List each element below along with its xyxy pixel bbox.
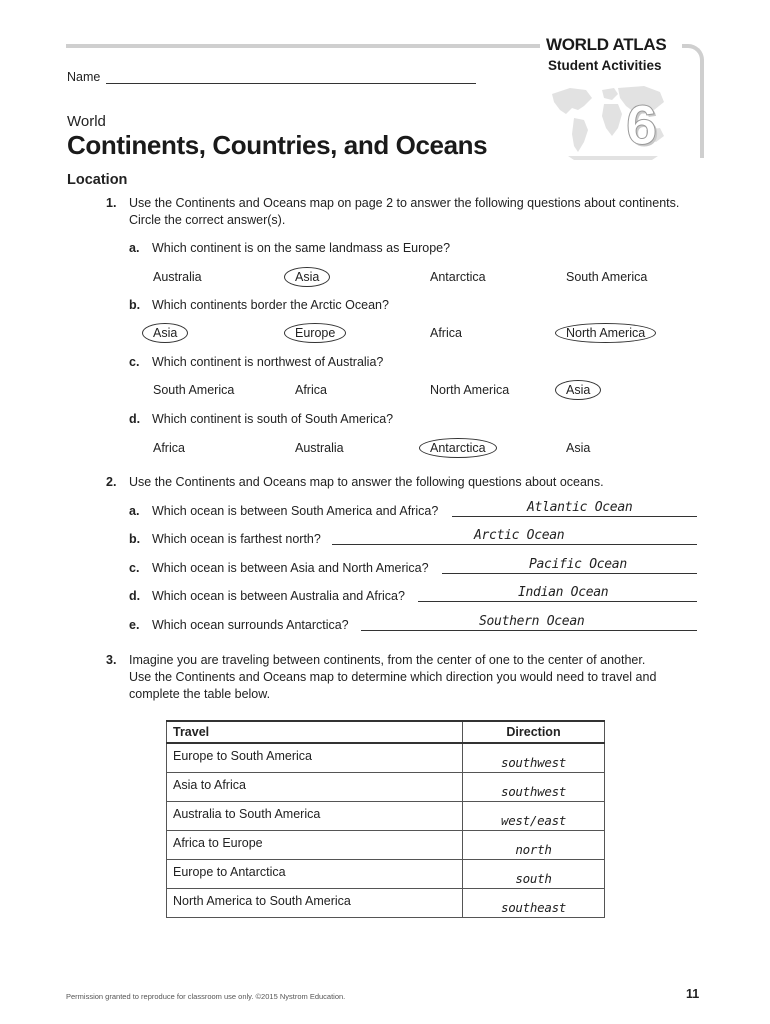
q1b-option-north-america-circled[interactable]: North America <box>555 323 656 343</box>
permission-notice: Permission granted to reproduce for classroom use only. ©2015 Nystrom Education. <box>66 992 346 1001</box>
q1b-option-africa[interactable]: Africa <box>430 326 462 340</box>
q1b-question: Which continents border the Arctic Ocean? <box>152 298 389 312</box>
q2a-question: Which ocean is between South America and Africa? <box>152 504 439 518</box>
q3-number: 3. <box>106 653 117 667</box>
table-row <box>167 830 605 859</box>
atlas-title: WORLD ATLAS <box>546 35 667 54</box>
travel-cell: Europe to Antarctica <box>167 859 463 888</box>
header-direction: Direction <box>463 721 605 743</box>
q1a-option-south-america[interactable]: South America <box>566 270 648 284</box>
q1c-option-asia-circled[interactable]: Asia <box>555 380 601 400</box>
unit-number: 6 <box>626 93 658 156</box>
q1c-question: Which continent is northwest of Australia? <box>152 355 384 369</box>
q3-text-line3: complete the table below. <box>129 687 271 701</box>
q1d-option-australia[interactable]: Australia <box>295 441 344 455</box>
q2e-question: Which ocean surrounds Antarctica? <box>152 618 349 632</box>
header-bracket <box>682 44 704 158</box>
q1c-letter: c. <box>129 355 140 369</box>
q2b-answer: Arctic Ocean <box>474 528 565 543</box>
q2-number: 2. <box>106 475 117 489</box>
table-row <box>167 801 605 830</box>
q1a-option-asia-circled[interactable]: Asia <box>284 267 330 287</box>
table-header-row <box>167 721 605 743</box>
q1c-option-north-america[interactable]: North America <box>430 383 510 397</box>
q2a-answer-line[interactable] <box>452 516 697 517</box>
q2d-answer: Indian Ocean <box>518 585 609 600</box>
q1b-option-europe-circled[interactable]: Europe <box>284 323 346 343</box>
q1b-letter: b. <box>129 298 141 312</box>
q2b-question: Which ocean is farthest north? <box>152 532 321 546</box>
q2a-letter: a. <box>129 504 140 518</box>
q2b-letter: b. <box>129 532 141 546</box>
direction-cell[interactable]: southwest <box>463 772 605 801</box>
q1a-option-antarctica[interactable]: Antarctica <box>430 270 486 284</box>
q1c-option-africa[interactable]: Africa <box>295 383 327 397</box>
travel-direction-table <box>166 720 605 918</box>
q2e-answer: Southern Ocean <box>479 614 585 629</box>
q1-text-line1: Use the Continents and Oceans map on page 2 to answer the following questions about continents. <box>129 196 680 210</box>
name-field-line[interactable] <box>106 83 476 84</box>
page-title: Continents, Countries, and Oceans <box>67 130 488 160</box>
q2c-answer: Pacific Ocean <box>529 557 627 572</box>
q1c-option-south-america[interactable]: South America <box>153 383 235 397</box>
table-row <box>167 859 605 888</box>
world-label: World <box>67 113 106 130</box>
travel-cell: Europe to South America <box>167 743 463 772</box>
q1d-option-antarctica-circled[interactable]: Antarctica <box>419 438 497 458</box>
page-number: 11 <box>686 987 700 1001</box>
direction-cell[interactable]: southeast <box>463 888 605 917</box>
q1a-letter: a. <box>129 241 140 255</box>
travel-cell: Asia to Africa <box>167 772 463 801</box>
q2e-letter: e. <box>129 618 140 632</box>
q1d-question: Which continent is south of South America? <box>152 412 394 426</box>
q1b-option-asia-circled[interactable]: Asia <box>142 323 188 343</box>
q1d-letter: d. <box>129 412 141 426</box>
q1a-option-australia[interactable]: Australia <box>153 270 202 284</box>
q2e-answer-line[interactable] <box>361 630 697 631</box>
table-row <box>167 743 605 772</box>
q2d-letter: d. <box>129 589 141 603</box>
q1a-question: Which continent is on the same landmass as Europe? <box>152 241 451 255</box>
q1d-option-asia[interactable]: Asia <box>566 441 591 455</box>
table-row <box>167 888 605 917</box>
travel-cell: Africa to Europe <box>167 830 463 859</box>
direction-cell[interactable]: west/east <box>463 801 605 830</box>
table-row <box>167 772 605 801</box>
q2c-letter: c. <box>129 561 140 575</box>
header-rule <box>66 44 540 48</box>
q3-text-line2: Use the Continents and Oceans map to determine which direction you would need to travel and <box>129 670 657 684</box>
q3-text-line1: Imagine you are traveling between continents, from the center of one to the center of another. <box>129 653 646 667</box>
travel-cell: Australia to South America <box>167 801 463 830</box>
q2d-answer-line[interactable] <box>418 601 697 602</box>
direction-cell[interactable]: southwest <box>463 743 605 772</box>
travel-cell: North America to South America <box>167 888 463 917</box>
direction-cell[interactable]: north <box>463 830 605 859</box>
q2-text: Use the Continents and Oceans map to answer the following questions about oceans. <box>129 475 604 489</box>
q2a-answer: Atlantic Ocean <box>527 500 633 515</box>
section-heading: Location <box>67 172 128 188</box>
q2c-answer-line[interactable] <box>442 573 697 574</box>
atlas-subtitle: Student Activities <box>548 58 662 73</box>
header-travel: Travel <box>167 721 463 743</box>
name-label: Name <box>67 70 101 84</box>
direction-cell[interactable]: south <box>463 859 605 888</box>
q1-text-line2: Circle the correct answer(s). <box>129 213 286 227</box>
q2d-question: Which ocean is between Australia and Africa? <box>152 589 405 603</box>
q2b-answer-line[interactable] <box>332 544 697 545</box>
q2c-question: Which ocean is between Asia and North America? <box>152 561 429 575</box>
q1d-option-africa[interactable]: Africa <box>153 441 185 455</box>
q1-number: 1. <box>106 196 117 210</box>
